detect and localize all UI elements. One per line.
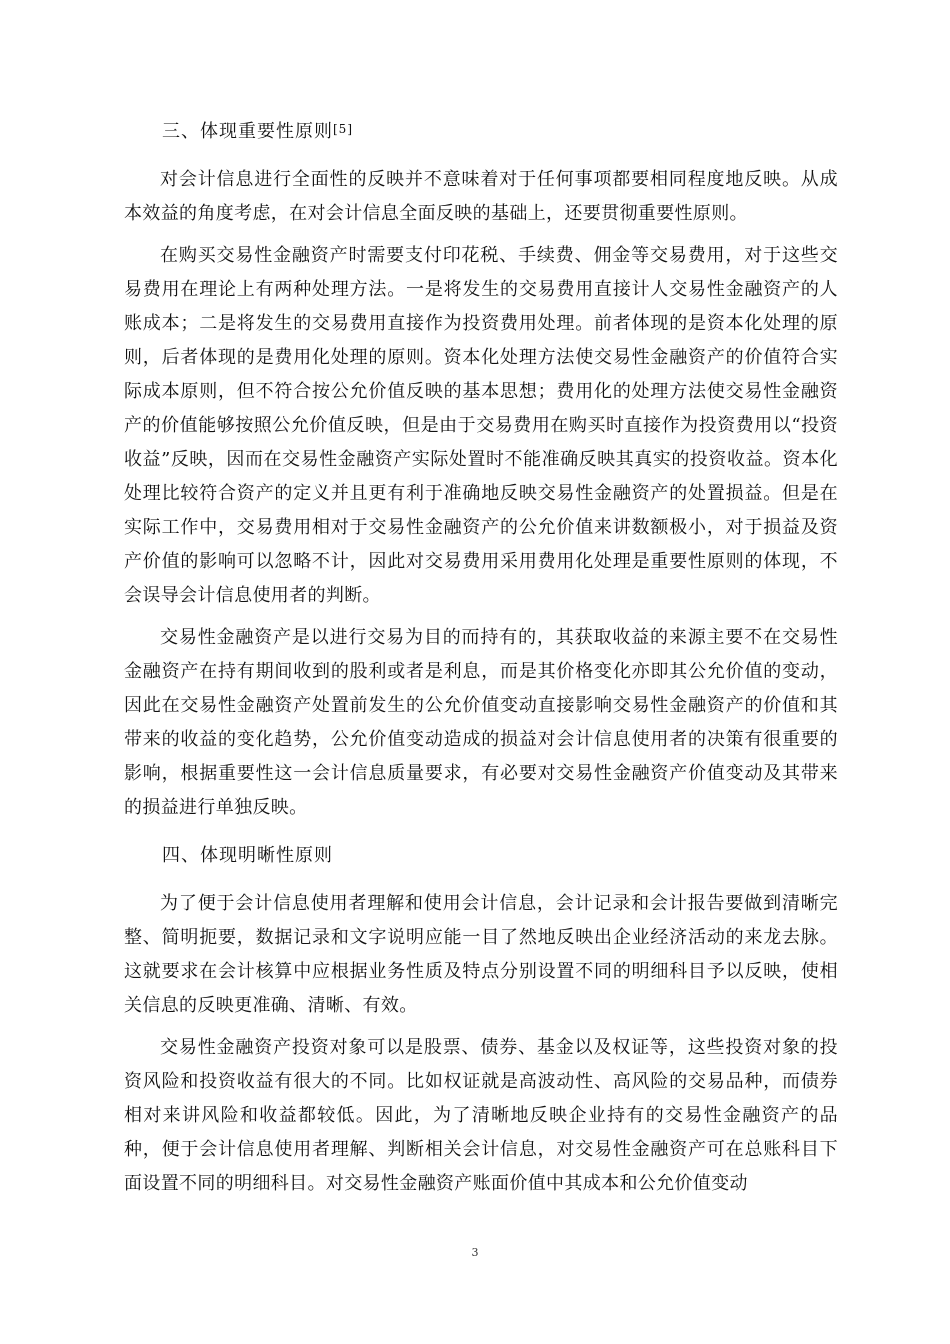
citation-reference: [5] (333, 122, 353, 136)
paragraph: 在购买交易性金融资产时需要支付印花税、手续费、佣金等交易费用，对于这些交易费用在理论上有两种处理方法。一是将发生的交易费用直接计人交易性金融资产的人账成本；二是将发生的交易费用直接作为投资费用处理。前者体现的是资本化处理的原则，后者体现的是费用化处理的原则。资本化处理方法使交易性金融资产的价值符合实际成本原则，但不符合按公允价值反映的基本思想；费用化的处理方法使交易性金融资产的价值能够按照公允价值反映，但是由于交易费用在购买时直接作为投资费用以“投资收益”反映，因而在交易性金融资产实际处置时不能准确反映其真实的投资收益。资本化处理比较符合资产的定义并且更有利于准确地反映交易性金融资产的处置损益。但是在实际工作中，交易费用相对于交易性金融资产的公允价值来讲数额极小，对于损益及资产价值的影响可以忽略不计，因此对交易费用采用费用化处理是重要性原则的体现，不会误导会计信息使用者的判断。 (124, 245, 838, 606)
document-page (124, 112, 838, 1201)
section-heading-importance (124, 112, 838, 149)
section-heading-text: 三、体现重要性原则 (162, 121, 333, 142)
page-number: 3 (471, 1246, 479, 1259)
paragraph: 为了便于会计信息使用者理解和使用会计信息，会计记录和会计报告要做到清晰完整、简明扼要，数据记录和文字说明应能一目了然地反映出企业经济活动的来龙去脉。这就要求在会计核算中应根据业务性质及特点分别设置不同的明细科目予以反映，使相关信息的反映更准确、清晰、有效。 (124, 893, 838, 1016)
paragraph: 交易性金融资产是以进行交易为目的而持有的，其获取收益的来源主要不在交易性金融资产在持有期间收到的股利或者是利息，而是其价格变化亦即其公允价值的变动，因此在交易性金融资产处置前发生的公允价值变动直接影响交易性金融资产的价值和其带来的收益的变化趋势，公允价值变动造成的损益对会计信息使用者的决策有很重要的影响，根据重要性这一会计信息质量要求，有必要对交易性金融资产价值变动及其带来的损益进行单独反映。 (124, 627, 838, 818)
paragraph: 对会计信息进行全面性的反映并不意味着对于任何事项都要相同程度地反映。从成本效益的角度考虑，在对会计信息全面反映的基础上，还要贯彻重要性原则。 (124, 169, 838, 224)
paragraph: 交易性金融资产投资对象可以是股票、债券、基金以及权证等，这些投资对象的投资风险和投资收益有很大的不同。比如权证就是高波动性、高风险的交易品种，而债券相对来讲风险和收益都较低。因此，为了清晰地反映企业持有的交易性金融资产的品种，便于会计信息使用者理解、判断相关会计信息，对交易性金融资产可在总账科目下面设置不同的明细科目。对交易性金融资产账面价值中其成本和公允价值变动 (124, 1037, 838, 1194)
section-heading-text: 四、体现明晰性原则 (162, 845, 333, 866)
section-heading-clarity (124, 839, 838, 873)
